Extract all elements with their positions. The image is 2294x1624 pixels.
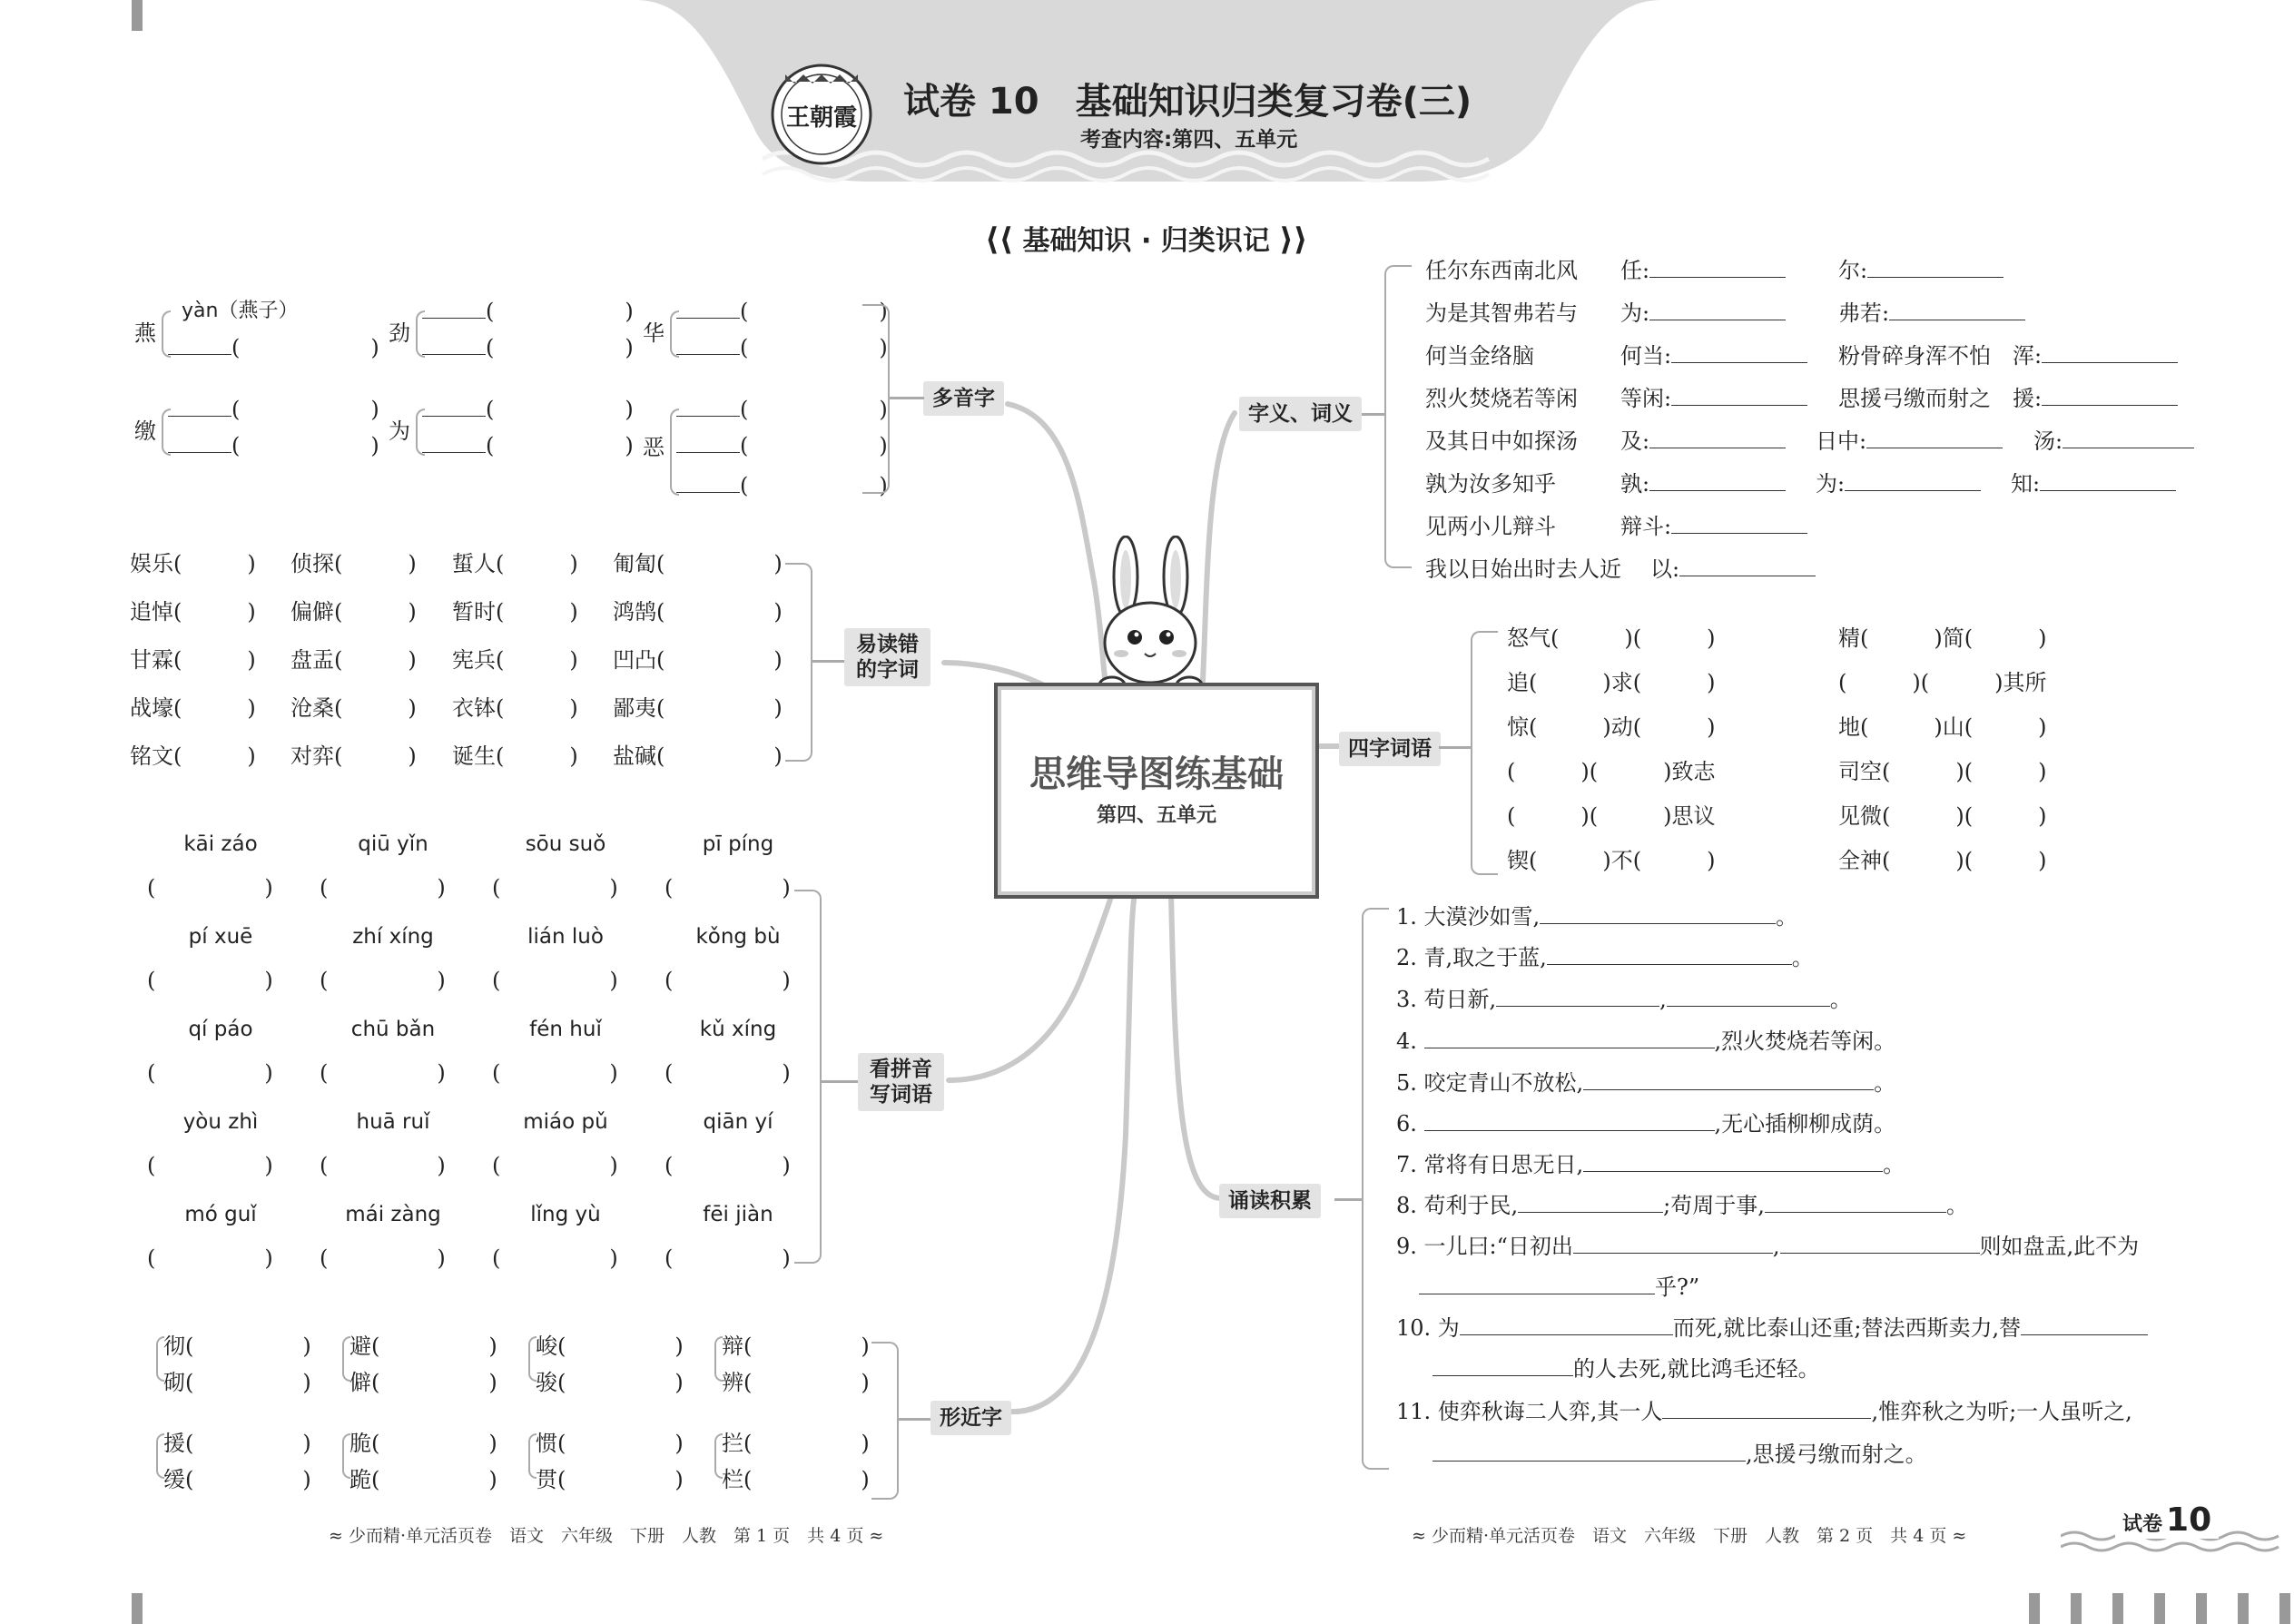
pinyin-item: kǒng bù bbox=[695, 925, 781, 949]
ziyi-field[interactable]: 汤: bbox=[2033, 428, 2194, 455]
xingjin-item: 骏( ) bbox=[536, 1370, 684, 1395]
pinyin-item: huā ruǐ bbox=[356, 1110, 430, 1134]
pinyin-item: lián luò bbox=[527, 925, 604, 949]
node-duoyin: 多音字 bbox=[923, 381, 1004, 416]
center-title: 思维导图练基础 bbox=[1029, 753, 1284, 795]
pinyin-answer-box[interactable]: ( ) bbox=[492, 1060, 618, 1086]
yidu-item: 铭文( ) bbox=[130, 743, 256, 769]
ziyi-phrase: 见两小儿辩斗 bbox=[1425, 514, 1556, 539]
ziyi-field[interactable]: 孰: bbox=[1620, 470, 1786, 497]
pinyin-answer-box[interactable]: ( ) bbox=[665, 1245, 791, 1271]
node-xingjin: 形近字 bbox=[930, 1401, 1011, 1435]
node-pinyin: 看拼音写词语 bbox=[858, 1053, 944, 1111]
yidu-item: 甘霖( ) bbox=[130, 647, 256, 673]
center-box bbox=[994, 683, 1319, 899]
footer-left: ≈ 少而精·单元活页卷 语文 六年级 下册 人教 第 1 页 共 4 页 ≈ bbox=[329, 1526, 884, 1546]
ziyi-field[interactable]: 思援弓缴而射之 援: bbox=[1838, 385, 2178, 412]
pinyin-answer-box[interactable]: ( ) bbox=[320, 1060, 446, 1086]
xingjin-item: 拦( ) bbox=[722, 1431, 870, 1456]
pinyin-answer-box[interactable]: ( ) bbox=[665, 1153, 791, 1178]
pinyin-item: sōu suǒ bbox=[525, 832, 606, 856]
pinyin-item: pí xuē bbox=[188, 925, 253, 949]
sizi-item: 全神( )( ) bbox=[1838, 848, 2047, 873]
page-title: 试卷 10 基础知识归类复习卷(三) bbox=[903, 81, 1472, 123]
ziyi-phrase: 任尔东西南北风 bbox=[1425, 258, 1578, 283]
yidu-item: 匍匐( ) bbox=[613, 551, 783, 576]
pinyin-answer-box[interactable]: ( ) bbox=[320, 1153, 446, 1178]
yidu-item: 盐碱( ) bbox=[613, 743, 783, 769]
ziyi-field[interactable]: 等闲: bbox=[1620, 385, 1807, 412]
section-title: ⟨⟨ 基础知识 · 归类识记 ⟩⟩ bbox=[985, 221, 1308, 258]
ziyi-phrase: 我以日始出时去人近 bbox=[1425, 556, 1621, 582]
footer-right: ≈ 少而精·单元活页卷 语文 六年级 下册 人教 第 2 页 共 4 页 ≈ bbox=[1412, 1526, 1967, 1546]
yidu-item: 追悼( ) bbox=[130, 599, 256, 625]
pinyin-answer-box[interactable]: ( ) bbox=[665, 1060, 791, 1086]
yidu-item: 鸿鹄( ) bbox=[613, 599, 783, 625]
sizi-item: ( )( )思议 bbox=[1507, 803, 1716, 829]
xingjin-item: 辨( ) bbox=[722, 1370, 870, 1395]
sizi-item: 怒气( )( ) bbox=[1507, 625, 1716, 651]
ziyi-phrase: 为是其智弗若与 bbox=[1425, 300, 1578, 326]
pinyin-item: lǐng yù bbox=[530, 1203, 601, 1226]
pinyin-answer-box[interactable]: ( ) bbox=[492, 968, 618, 993]
yidu-item: 鄙夷( ) bbox=[613, 695, 783, 721]
rabbit-mascot bbox=[1085, 536, 1216, 694]
pinyin-answer-box[interactable]: ( ) bbox=[147, 1245, 273, 1271]
yidu-item: 衣钵( ) bbox=[452, 695, 578, 721]
section-title-text: 基础知识 · 归类识记 bbox=[1022, 225, 1270, 257]
xingjin-item: 援( ) bbox=[163, 1431, 311, 1456]
xingjin-item: 缓( ) bbox=[163, 1467, 311, 1492]
pinyin-item: mó guǐ bbox=[184, 1203, 257, 1226]
pinyin-item: mái zàng bbox=[345, 1203, 441, 1226]
xingjin-item: 跪( ) bbox=[350, 1467, 497, 1492]
ziyi-field[interactable]: 何当: bbox=[1620, 342, 1807, 369]
xingjin-item: 避( ) bbox=[350, 1334, 497, 1359]
xingjin-item: 彻( ) bbox=[163, 1334, 311, 1359]
pinyin-answer-box[interactable]: ( ) bbox=[147, 875, 273, 901]
ziyi-field[interactable]: 为: bbox=[1816, 470, 1981, 497]
sizi-item: 见微( )( ) bbox=[1838, 803, 2047, 829]
node-songdu: 诵读积累 bbox=[1219, 1184, 1321, 1218]
pinyin-answer-box[interactable]: ( ) bbox=[147, 968, 273, 993]
pinyin-item: miáo pǔ bbox=[523, 1110, 608, 1134]
node-ziyi: 字义、词义 bbox=[1239, 397, 1362, 431]
footer-badge: 试卷 10 bbox=[2115, 1501, 2219, 1539]
xingjin-item: 栏( ) bbox=[722, 1467, 870, 1492]
pinyin-answer-box[interactable]: ( ) bbox=[320, 875, 446, 901]
sizi-item: 锲( )不( ) bbox=[1507, 848, 1716, 873]
node-sizi: 四字词语 bbox=[1339, 732, 1441, 766]
page-subtitle: 考查内容:第四、五单元 bbox=[1080, 128, 1298, 152]
ziyi-phrase: 烈火焚烧若等闲 bbox=[1425, 386, 1578, 411]
xingjin-item: 惯( ) bbox=[536, 1431, 684, 1456]
xingjin-item: 峻( ) bbox=[536, 1334, 684, 1359]
ziyi-field[interactable]: 辩斗: bbox=[1620, 513, 1807, 540]
pinyin-answer-box[interactable]: ( ) bbox=[492, 875, 618, 901]
node-yidu: 易读错的字词 bbox=[844, 628, 930, 686]
pinyin-answer-box[interactable]: ( ) bbox=[147, 1060, 273, 1086]
ziyi-phrase: 及其日中如探汤 bbox=[1425, 428, 1578, 454]
yidu-item: 沧桑( ) bbox=[290, 695, 417, 721]
pinyin-answer-box[interactable]: ( ) bbox=[492, 1245, 618, 1271]
ziyi-field[interactable]: 尔: bbox=[1838, 257, 2004, 284]
yidu-item: 对弈( ) bbox=[290, 743, 417, 769]
pinyin-item: qiū yǐn bbox=[358, 832, 428, 856]
xingjin-item: 砌( ) bbox=[163, 1370, 311, 1395]
pinyin-answer-box[interactable]: ( ) bbox=[665, 968, 791, 993]
ziyi-field[interactable]: 日中: bbox=[1816, 428, 2003, 455]
pinyin-item: qí páo bbox=[188, 1018, 253, 1041]
ziyi-phrase: 孰为汝多知乎 bbox=[1425, 471, 1556, 497]
yidu-item: 侦探( ) bbox=[290, 551, 417, 576]
ziyi-field[interactable]: 及: bbox=[1620, 428, 1786, 455]
xingjin-item: 脆( ) bbox=[350, 1431, 497, 1456]
sizi-item: 惊( )动( ) bbox=[1507, 714, 1716, 740]
pinyin-answer-box[interactable]: ( ) bbox=[665, 875, 791, 901]
pinyin-item: yòu zhì bbox=[182, 1110, 259, 1134]
ziyi-field[interactable]: 任: bbox=[1620, 257, 1786, 284]
pinyin-item: kāi záo bbox=[183, 832, 258, 856]
pinyin-answer-box[interactable]: ( ) bbox=[320, 968, 446, 993]
yidu-item: 偏僻( ) bbox=[290, 599, 417, 625]
sizi-item: ( )( )致志 bbox=[1507, 759, 1716, 784]
ziyi-field[interactable]: 以: bbox=[1650, 556, 1816, 583]
yidu-item: 暂时( ) bbox=[452, 599, 578, 625]
pinyin-item: pī píng bbox=[702, 832, 774, 856]
sizi-item: 精( )简( ) bbox=[1838, 625, 2047, 651]
ziyi-phrase: 何当金络脑 bbox=[1425, 343, 1534, 369]
ziyi-field[interactable]: 弗若: bbox=[1838, 300, 2025, 327]
yidu-item: 蜇人( ) bbox=[452, 551, 578, 576]
pinyin-item: zhí xíng bbox=[352, 925, 434, 949]
xingjin-item: 辩( ) bbox=[722, 1334, 870, 1359]
sizi-item: 追( )求( ) bbox=[1507, 670, 1716, 695]
pinyin-item: chū bǎn bbox=[350, 1018, 436, 1041]
xingjin-item: 僻( ) bbox=[350, 1370, 497, 1395]
sizi-item: 地( )山( ) bbox=[1838, 714, 2047, 740]
sizi-item: 司空( )( ) bbox=[1838, 759, 2047, 784]
pinyin-answer-box[interactable]: ( ) bbox=[492, 1153, 618, 1178]
pinyin-item: fēi jiàn bbox=[703, 1203, 773, 1226]
pinyin-item: fén huǐ bbox=[529, 1018, 602, 1041]
center-subtitle: 第四、五单元 bbox=[1096, 804, 1216, 827]
pinyin-item: qiān yí bbox=[703, 1110, 773, 1134]
pinyin-answer-box[interactable]: ( ) bbox=[147, 1153, 273, 1178]
ziyi-field[interactable]: 知: bbox=[2011, 470, 2176, 497]
pinyin-answer-box[interactable]: ( ) bbox=[320, 1245, 446, 1271]
yidu-item: 娱乐( ) bbox=[130, 551, 256, 576]
ziyi-field[interactable]: 为: bbox=[1620, 300, 1786, 327]
sizi-item: ( )( )其所 bbox=[1838, 670, 2047, 695]
yidu-item: 宪兵( ) bbox=[452, 647, 578, 673]
yidu-item: 凹凸( ) bbox=[613, 647, 783, 673]
ziyi-field[interactable]: 粉骨碎身浑不怕 浑: bbox=[1838, 342, 2178, 369]
logo-seal: 王朝霞 bbox=[767, 58, 876, 167]
yidu-item: 盘盂( ) bbox=[290, 647, 417, 673]
pinyin-item: kǔ xíng bbox=[699, 1018, 777, 1041]
yidu-item: 诞生( ) bbox=[452, 743, 578, 769]
yidu-item: 战壕( ) bbox=[130, 695, 256, 721]
xingjin-item: 贯( ) bbox=[536, 1467, 684, 1492]
